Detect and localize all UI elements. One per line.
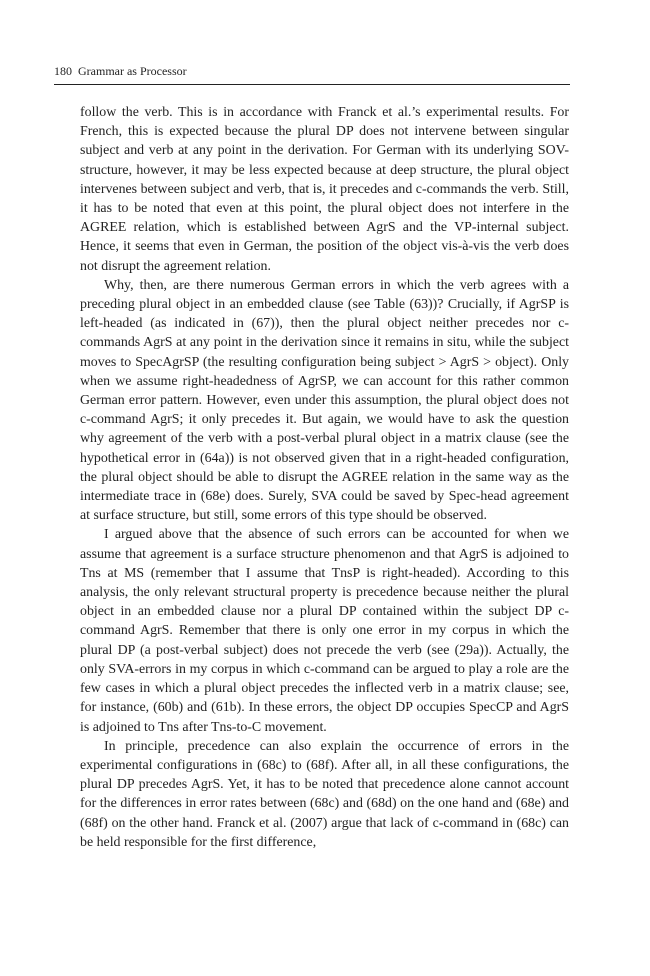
paragraph-1: follow the verb. This is in accordance with Franck et al.’s experimental results. For French, this is expected because the plural DP does not intervene between singular subject and verb at any point in the derivation. For German with its underlying SOV-structure, however, it may be less expected because at deep structure, the plural object intervenes between subject and verb, that is, it precedes and c-commands the verb. Still, it has to be noted that even at this point, the plural object does not interfere in the AGREE relation, which is established between AgrS and the VP-internal subject. Hence, it seems that even in German, the position of the object vis-à-vis the verb does not disrupt the agreement relation. [80, 105, 569, 274]
body-text [80, 103, 569, 852]
paragraph-3: I argued above that the absence of such errors can be accounted for when we assume that agreement is a surface structure phenomenon and that AgrS is adjoined to Tns at MS (remember that I assume that TnsP is right-headed). According to this analysis, the only relevant structural property is precedence because neither the plural object in an embedded clause nor a plural DP contained within the subject DP c-command AgrS. Remember that there is only one error in my corpus in which the plural DP (a post-verbal subject) does not precede the verb (see (29a)). Actually, the only SVA-errors in my corpus in which c-command can be argued to play a role are the few cases in which a plural object precedes the inflected verb in a matrix clause; see, for instance, (60b) and (61b). In these errors, the object DP occupies SpecCP and AgrS is adjoined to Tns after Tns-to-C movement. [80, 527, 569, 735]
running-head [54, 62, 570, 85]
paragraph-2: Why, then, are there numerous German errors in which the verb agrees with a preceding plural object in an embedded clause (see Table (63))? Crucially, if AgrSP is left-headed (as indicated in (67)), then the plural object neither precedes nor c-commands AgrS at any point in the derivation since it remains in situ, while the subject moves to SpecAgrSP (the resulting configuration being subject > AgrS > object). Only when we assume right-headedness of AgrSP, we can account for this rather common German error pattern. However, even under this assumption, the plural object does not c-command AgrS; it only precedes it. But again, we would have to ask the question why agreement of the verb with a post-verbal plural object in a matrix clause (see the hypothetical error in (64a)) is not observed given that in a right-headed configuration, the plural object should be able to disrupt the AGREE relation in the same way as the intermediate trace in (68e) does. Surely, SVA could be saved by Spec-head agreement at surface structure, but still, some errors of this type should be observed. [80, 277, 569, 524]
page-number: 180 [54, 64, 72, 78]
running-title: Grammar as Processor [78, 64, 187, 78]
paragraph-4: In principle, precedence can also explain the occurrence of errors in the experimental configurations in (68c) to (68f). After all, in all these configurations, the plural DP precedes AgrS. Yet, it has to be noted that precedence alone cannot account for the differences in error rates between (68c) and (68d) on the one hand and (68e) and (68f) on the other hand. Franck et al. (2007) argue that lack of c-command in (68c) can be held responsible for the first difference, [80, 738, 569, 850]
